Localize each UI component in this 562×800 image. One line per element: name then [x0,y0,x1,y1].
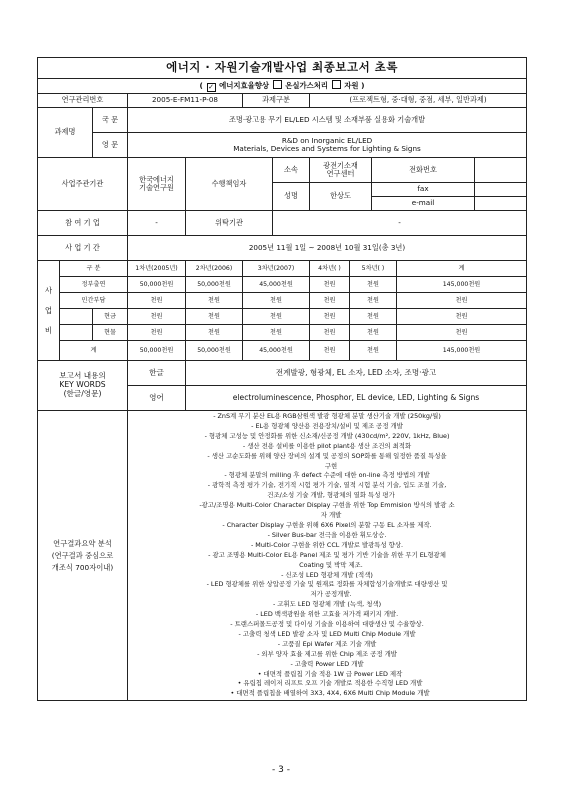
summary-line: - 형광체 고성능 및 안정화를 위한 신소재/신공정 개발 (430cd/m², 220V, 1kHz, Blue) [204,431,450,440]
summary-line: - EL용 형광체 양산용 전용장치/설비 및 제조 공정 개발 [251,421,403,430]
summary-line: - 트랜스퍼몰드공정 및 다이싱 기술을 이용하여 대량생산 및 수율향상. [230,620,424,629]
budget-cell: 45,000천원 [243,277,310,293]
affiliation-label: 소속 [273,158,310,183]
budget-cell: 천원 [350,293,397,309]
summary-line: 자 개발 [320,511,342,520]
category-checkboxes: ( ✓ 에너지효율향상 온실가스처리 자원 ) [38,79,527,94]
budget-cell: 천원 [243,325,310,341]
summary-line: - 고출력 청색 LED 발광 소자 및 LED Multi Chip Module 개발 [238,629,416,638]
summary-label: 연구결과요약 분석 (연구결과 중심으로 개조식 700자이내) [38,411,128,701]
budget-header-category: 구 분 [60,261,128,277]
budget-cell: 천원 [397,293,527,309]
summary-line: Coating 및 박막 제조. [299,560,363,569]
budget-spacer [60,325,93,341]
budget-cell: 50,000천원 [186,277,243,293]
budget-row-label: 민간부담 [60,293,128,309]
option-greenhouse: 온실가스처리 [285,81,329,90]
budget-cell: 천원 [397,309,527,325]
summary-line: - 고출력 Power LED 개발 [290,659,364,668]
summary-line: 건조/소성 기술 개발, 형광체의 열화 특성 평가 [267,491,395,500]
summary-line: - 광학적 측정 평가 기술, 전기적 시험 평가 기술, 열적 시험 분석 기술, 입도 조절 기술, [207,481,447,490]
summary-line: 저가 공정개발. [310,590,352,599]
budget-cell: 천원 [350,309,397,325]
lead-institution-label: 사업주관기관 [38,158,128,211]
summary-content [128,411,527,701]
checkbox-resource[interactable] [332,80,341,89]
budget-total-label: 계 [60,341,128,361]
budget-total-cell: 천원 [350,341,397,361]
principal-investigator-label: 수행책임자 [186,158,273,211]
budget-total-cell: 50,000천원 [186,341,243,361]
keywords-korean-value: 전계발광, 형광체, EL 소자, LED 소자, 조명·광고 [186,361,527,386]
summary-line: - 고품질 Epi Wafer 제조 기술 개발 [277,639,377,648]
summary-line: - 외부 양자 효율 제고를 위한 Chip 제조 공정 개발 [257,649,397,658]
budget-header-total: 계 [397,261,527,277]
summary-line: - 생산 전용 설비를 이용한 pilot plant용 생산 조건의 최적화 [242,441,412,450]
budget-cell: 천원 [186,325,243,341]
budget-header-year5: 5차년( ) [350,261,397,277]
keywords-english-value: electroluminescence, Phosphor, EL device, LED, Lighting & Signs [186,386,527,411]
budget-cell: 천원 [350,325,397,341]
budget-row-label: 정부출연 [60,277,128,293]
name-label: 성명 [273,183,310,211]
form-title: 에너지 · 자원기술개발사업 최종보고서 초록 [38,58,527,79]
budget-total-cell: 천원 [310,341,350,361]
budget-cell: 천원 [310,293,350,309]
budget-cell: 천원 [128,325,186,341]
budget-total-cell: 145,000천원 [397,341,527,361]
budget-row-label: 현금 [93,309,128,325]
summary-line: • 대면적 플립칩을 배열하여 3X3, 4X4, 6X6 Multi Chip Module 개발 [230,689,430,698]
phone-value [475,158,527,183]
budget-side-label: 사 업 비 [38,261,60,361]
summary-line: - 생산 고순도화를 위해 양산 장비의 설계 및 공정의 SOP화를 통해 일정한 품질 특성을 [207,451,447,460]
consignment-value: - [273,211,527,236]
budget-header-year4: 4차년( ) [310,261,350,277]
project-period-value: 2005년 11월 1일 ~ 2008년 10월 31일(총 3년) [128,236,527,261]
budget-header-year3: 3차년(2007) [243,261,310,277]
summary-line: - 신조성 LED 형광체 개발 (적색) [281,570,373,579]
summary-line: - LED 백색광원을 위한 고효율 저가격 패키지 개발. [255,610,399,619]
summary-line: - LED 형광체를 위한 상압공정 기술 및 원재료 정화를 자체합성기술개발로 대량생산 및 [206,580,448,589]
summary-line: - Character Display 구현을 위해 6X6 Pixel의 분할 구동 EL 소자를 제작. [222,520,432,529]
page-number: - 3 - [272,765,290,775]
option-energy-efficiency: 에너지효율향상 [219,81,270,90]
budget-header-year2: 2차년(2006) [186,261,243,277]
summary-line: - 고휘도 LED 형광체 개발 (녹색, 청색) [272,600,382,609]
budget-cell: 천원 [243,293,310,309]
budget-total-cell: 45,000천원 [243,341,310,361]
participating-company-value: - [128,211,186,236]
budget-spacer [60,309,93,325]
mgmt-number-label: 연구관리번호 [38,94,128,108]
project-type-value: (프로젝트형, 중·대형, 중점, 세부, 일반과제) [310,94,527,108]
summary-line: - 형광체 분말의 milling 후 defect 수준에 대한 on-line 측정 방법의 개발 [224,471,430,480]
summary-lines [130,412,524,699]
budget-cell: 천원 [186,309,243,325]
summary-line: 구현 [324,461,338,470]
budget-cell: 50,000천원 [128,277,186,293]
korean-title-value: 조명·광고용 무기 EL/LED 시스템 및 소재부품 실용화 기술개발 [128,108,527,133]
budget-cell: 천원 [350,277,397,293]
summary-line: • 대면적 플립칩 기술 적용 1W 급 Power LED 제작 [257,669,403,678]
affiliation-value: 광전기소재 연구센터 [310,158,372,183]
budget-total-cell: 50,000천원 [128,341,186,361]
english-title-value: R&D on Inorganic EL/LED Materials, Devices and Systems for Lighting & Signs [128,133,527,158]
fax-label: fax [372,183,475,197]
phone-label: 전화번호 [372,158,475,183]
checkbox-greenhouse[interactable] [273,80,282,89]
budget-cell: 천원 [310,325,350,341]
budget-cell: 천원 [310,309,350,325]
fax-value [475,183,527,197]
email-label: e-mail [372,197,475,211]
email-value [475,197,527,211]
name-value: 한상도 [310,183,372,211]
report-abstract-form [37,57,526,701]
project-name-label: 과제명 [38,108,93,158]
budget-cell: 천원 [128,293,186,309]
summary-line: • 유립칩 레이저 리프트 오프 기술 개발로 적용한 수직형 LED 개발 [237,679,423,688]
consignment-label: 위탁기관 [186,211,273,236]
option-resource: 자원 [344,81,359,90]
budget-cell: 145,000천원 [397,277,527,293]
project-type-label: 과제구분 [243,94,310,108]
keywords-korean-label: 한글 [128,361,186,386]
participating-company-label: 참 여 기 업 [38,211,128,236]
summary-line: - ZnS계 무기 분산 EL용 RGB삼원색 발광 형광체 분말 생산기술 개발 (250kg/월) [213,412,441,420]
budget-cell: 천원 [310,277,350,293]
summary-line: -광고/조명용 Multi-Color Character Display 구현을 위한 Top Emmision 방식의 발광 소 [199,501,455,510]
lead-institution-name: 한국에너지 기술연구원 [128,158,186,211]
checkbox-energy-efficiency[interactable]: ✓ [208,83,214,91]
project-period-label: 사 업 기 간 [38,236,128,261]
mgmt-number-value: 2005-E-FM11-P-08 [128,94,243,108]
keywords-english-label: 영어 [128,386,186,411]
korean-title-label: 국 문 [93,108,128,133]
summary-line: - Multi-Color 구현을 위한 CCL 개발로 발광특성 향상. [250,540,404,549]
keywords-label: 보고서 내용의 KEY WORDS (한글/영문) [38,361,128,411]
budget-cell: 천원 [397,325,527,341]
budget-cell: 천원 [128,309,186,325]
english-title-label: 영 문 [93,133,128,158]
budget-header-year1: 1차년(2005년) [128,261,186,277]
abstract-table [37,57,527,701]
budget-cell: 천원 [186,293,243,309]
budget-cell: 천원 [243,309,310,325]
budget-row-label: 현물 [93,325,128,341]
summary-line: - 광고 조명용 Multi-Color EL용 Panel 제조 및 평가 기반 기술을 위한 무기 EL형광체 [208,550,446,559]
summary-line: - Silver Bus-bar 전극을 이용한 휘도상승. [267,530,387,539]
